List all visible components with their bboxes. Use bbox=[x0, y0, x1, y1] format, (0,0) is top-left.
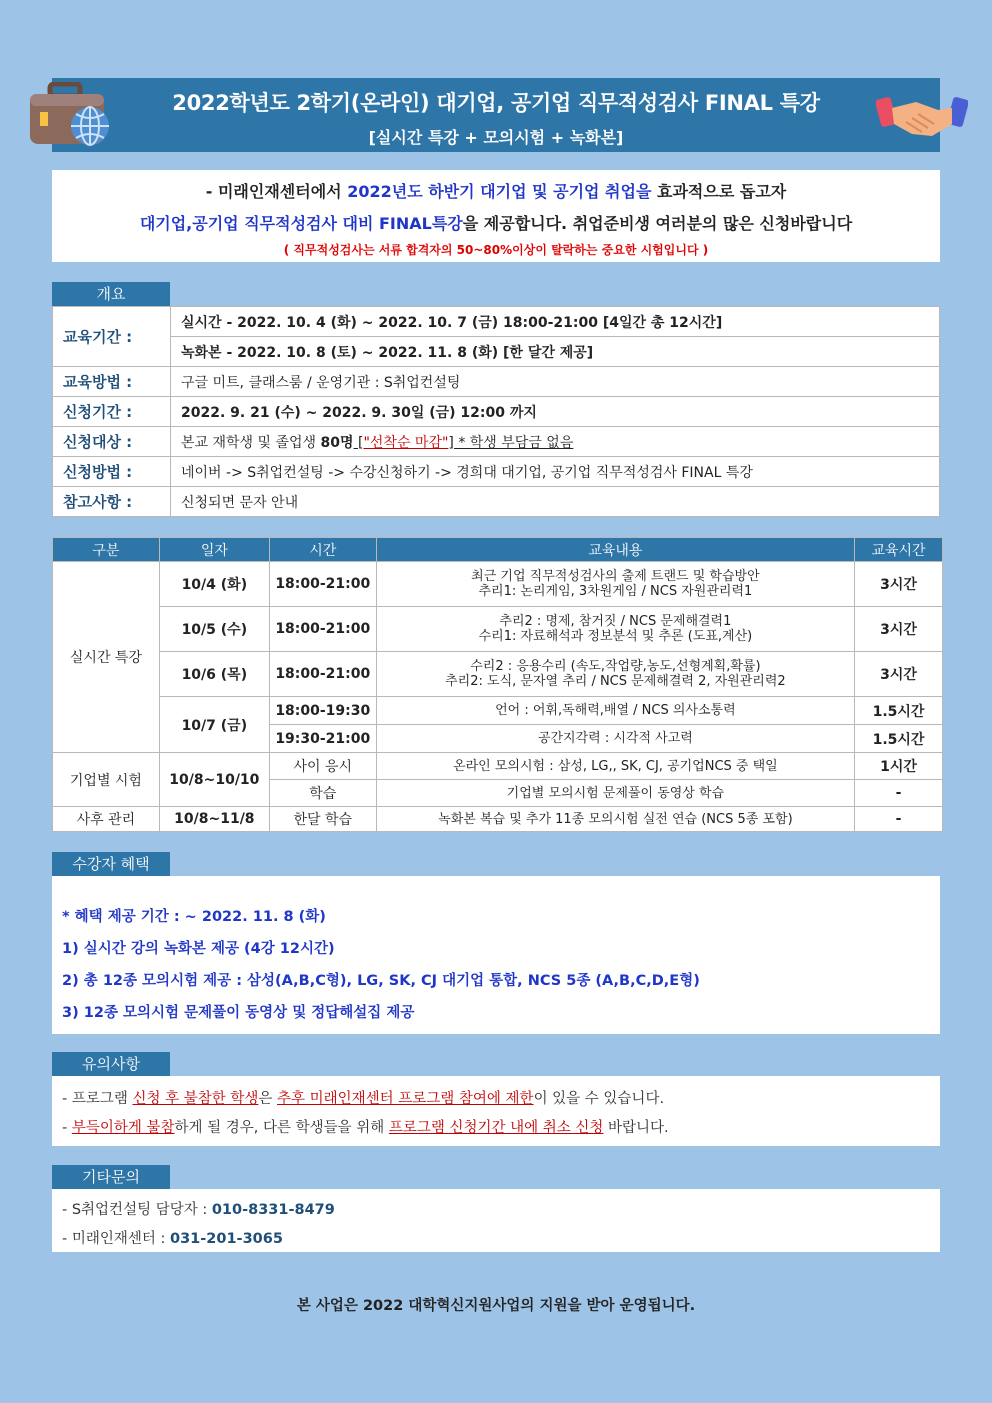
notes-tab: 유의사항 bbox=[52, 1052, 170, 1076]
phone-number[interactable]: 010-8331-8479 bbox=[211, 1202, 335, 1218]
how-value: 네이버 -> S취업컨설팅 -> 수강신청하기 -> 경희대 대기업, 공기업 직무적성검사 FINAL 특강 bbox=[171, 457, 940, 487]
date-cell: 10/5 (수) bbox=[159, 607, 269, 652]
after-category: 사후 관리 bbox=[53, 807, 160, 832]
content-cell: 녹화본 복습 및 추가 11종 모의시험 실전 연습 (NCS 5종 포함) bbox=[376, 807, 854, 832]
apply-period-value: 2022. 9. 21 (수) ~ 2022. 9. 30일 (금) 12:00 까지 bbox=[171, 397, 940, 427]
col-header: 구분 bbox=[53, 538, 160, 562]
table-row bbox=[53, 607, 943, 652]
benefit-item: 2) 총 12종 모의시험 제공 : 삼성(A,B,C형), LG, SK, CJ 대기업 통합, NCS 5종 (A,B,C,D,E형) bbox=[62, 973, 700, 989]
col-header: 교육시간 bbox=[855, 538, 943, 562]
note-item-1: - 프로그램 신청 후 불참한 학생은 추후 미래인재센터 프로그램 참여에 제한이 있을 수 있습니다. bbox=[62, 1091, 665, 1107]
briefcase-icon bbox=[28, 82, 116, 146]
notes-box bbox=[52, 1076, 940, 1146]
method-value: 구글 미트, 클래스룸 / 운영기관 : S취업컨설팅 bbox=[171, 367, 940, 397]
benefit-item: 1) 실시간 강의 녹화본 제공 (4강 12시간) bbox=[62, 941, 335, 957]
content-cell: 수리2 : 응용수리 (속도,작업량,농도,선형계획,확률) 추리2: 도식, 문자열 추리 / NCS 문제해결력 2, 자원관리력2 bbox=[376, 652, 854, 697]
phone-number[interactable]: 031-201-3065 bbox=[170, 1231, 283, 1247]
contact-box bbox=[52, 1189, 940, 1252]
table-row bbox=[53, 697, 943, 725]
intro-box bbox=[52, 170, 940, 262]
time-cell: 19:30-21:00 bbox=[269, 725, 376, 753]
contact-tab: 기타문의 bbox=[52, 1165, 170, 1189]
hours-cell: - bbox=[855, 780, 943, 807]
hours-cell: - bbox=[855, 807, 943, 832]
apply-period-label: 신청기간 : bbox=[53, 397, 171, 427]
col-header: 일자 bbox=[159, 538, 269, 562]
edu-period-label: 교육기간 : bbox=[53, 307, 171, 367]
benefits-tab: 수강자 혜택 bbox=[52, 852, 170, 876]
time-cell: 18:00-21:00 bbox=[269, 607, 376, 652]
benefit-item: 3) 12종 모의시험 문제풀이 동영상 및 정답해설집 제공 bbox=[62, 1005, 415, 1021]
edu-period-recorded: 녹화본 - 2022. 10. 8 (토) ~ 2022. 11. 8 (화) [한 달간 제공] bbox=[171, 337, 940, 367]
corp-category: 기업별 시험 bbox=[53, 753, 160, 807]
hours-cell: 1.5시간 bbox=[855, 725, 943, 753]
table-row bbox=[53, 807, 943, 832]
hours-cell: 1시간 bbox=[855, 753, 943, 780]
time-cell: 18:00-21:00 bbox=[269, 562, 376, 607]
table-row bbox=[53, 652, 943, 697]
intro-line-2: 대기업,공기업 직무적성검사 대비 FINAL특강을 제공합니다. 취업준비생 여러분의 많은 신청바랍니다 bbox=[139, 214, 853, 233]
schedule-table bbox=[52, 537, 943, 832]
footer-note: 본 사업은 2022 대학혁신지원사업의 지원을 받아 운영됩니다. bbox=[296, 1298, 696, 1314]
title-banner bbox=[52, 78, 940, 152]
contact-item-2: - 미래인재센터 : 031-201-3065 bbox=[62, 1231, 283, 1247]
overview-tab: 개요 bbox=[52, 282, 170, 306]
edu-period-live: 실시간 - 2022. 10. 4 (화) ~ 2022. 10. 7 (금) 18:00-21:00 [4일간 총 12시간] bbox=[171, 307, 940, 337]
target-value: 본교 재학생 및 졸업생 80명 ["선착순 마감"] * 학생 부담금 없음 bbox=[171, 427, 940, 457]
hours-cell: 1.5시간 bbox=[855, 697, 943, 725]
note-label: 참고사항 : bbox=[53, 487, 171, 517]
date-cell: 10/8~10/10 bbox=[159, 753, 269, 807]
content-cell: 기업별 모의시험 문제풀이 동영상 학습 bbox=[376, 780, 854, 807]
target-label: 신청대상 : bbox=[53, 427, 171, 457]
date-cell: 10/6 (목) bbox=[159, 652, 269, 697]
content-cell: 추리2 : 명제, 참거짓 / NCS 문제해결력1 수리1: 자료해석과 정보분석 및 추론 (도표,계산) bbox=[376, 607, 854, 652]
col-header: 교육내용 bbox=[376, 538, 854, 562]
benefit-item: * 혜택 제공 기간 : ~ 2022. 11. 8 (화) bbox=[62, 909, 326, 925]
time-cell: 한달 학습 bbox=[269, 807, 376, 832]
date-cell: 10/4 (화) bbox=[159, 562, 269, 607]
note-item-2: - 부득이하게 불참하게 될 경우, 다른 학생들을 위해 프로그램 신청기간 내에 취소 신청 바랍니다. bbox=[62, 1120, 669, 1136]
live-category: 실시간 특강 bbox=[53, 562, 160, 753]
hours-cell: 3시간 bbox=[855, 562, 943, 607]
table-row bbox=[53, 562, 943, 607]
date-cell: 10/7 (금) bbox=[159, 697, 269, 753]
content-cell: 언어 : 어휘,독해력,배열 / NCS 의사소통력 bbox=[376, 697, 854, 725]
how-label: 신청방법 : bbox=[53, 457, 171, 487]
page-title: 2022학년도 2학기(온라인) 대기업, 공기업 직무적성검사 FINAL 특강 bbox=[172, 91, 820, 115]
time-cell: 사이 응시 bbox=[269, 753, 376, 780]
date-cell: 10/8~11/8 bbox=[159, 807, 269, 832]
hours-cell: 3시간 bbox=[855, 652, 943, 697]
overview-table bbox=[52, 306, 940, 517]
table-row bbox=[53, 753, 943, 780]
method-label: 교육방법 : bbox=[53, 367, 171, 397]
handshake-icon bbox=[876, 92, 968, 140]
content-cell: 온라인 모의시험 : 삼성, LG,, SK, CJ, 공기업NCS 중 택일 bbox=[376, 753, 854, 780]
time-cell: 18:00-21:00 bbox=[269, 652, 376, 697]
hours-cell: 3시간 bbox=[855, 607, 943, 652]
intro-warning: ( 직무적성검사는 서류 합격자의 50~80%이상이 탈락하는 중요한 시험입니다 ) bbox=[283, 243, 709, 257]
time-cell: 18:00-19:30 bbox=[269, 697, 376, 725]
intro-line-1: - 미래인재센터에서 2022년도 하반기 대기업 및 공기업 취업을 효과적으로 돕고자 bbox=[205, 182, 787, 201]
content-cell: 공간지각력 : 시각적 사고력 bbox=[376, 725, 854, 753]
contact-item-1: - S취업컨설팅 담당자 : 010-8331-8479 bbox=[62, 1202, 335, 1218]
col-header: 시간 bbox=[269, 538, 376, 562]
content-cell: 최근 기업 직무적성검사의 출제 트랜드 및 학습방안 추리1: 논리게임, 3차원게임 / NCS 자원관리력1 bbox=[376, 562, 854, 607]
page-subtitle: [실시간 특강 + 모의시험 + 녹화본] bbox=[368, 128, 624, 147]
benefits-box bbox=[52, 876, 940, 1034]
note-value: 신청되면 문자 안내 bbox=[171, 487, 940, 517]
time-cell: 학습 bbox=[269, 780, 376, 807]
